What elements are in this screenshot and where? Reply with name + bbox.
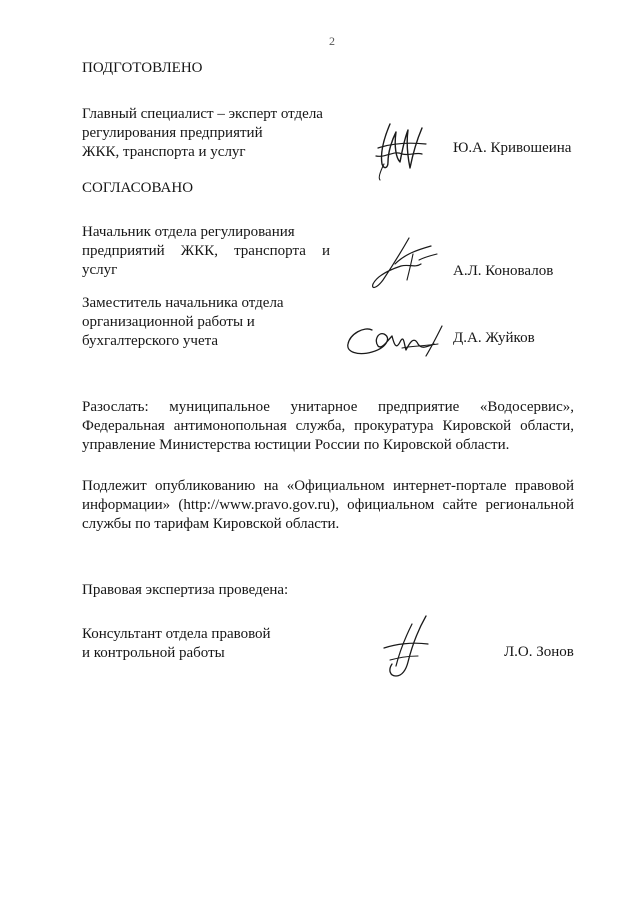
- agreed-heading: СОГЛАСОВАНО: [82, 180, 194, 196]
- legal-review-heading: Правовая экспертиза проведена:: [82, 582, 289, 598]
- position-line: ЖКК, транспорта и услуг: [82, 144, 246, 160]
- legal-review-name: Л.О. Зонов: [504, 644, 574, 660]
- page-number: 2: [329, 34, 335, 48]
- signatory-2-name: Д.А. Жуйков: [453, 330, 535, 346]
- position-line: регулирования предприятий: [82, 125, 263, 141]
- prepared-heading: ПОДГОТОВЛЕНО: [82, 60, 203, 76]
- position-line: Главный специалист – эксперт отдела: [82, 106, 323, 122]
- signature-image: [365, 234, 441, 294]
- position-line: бухгалтерского учета: [82, 333, 219, 349]
- signatory-1-position: [82, 223, 330, 280]
- legal-review-position: [82, 625, 271, 663]
- signatory-1-name: А.Л. Коновалов: [453, 263, 554, 279]
- distribution-paragraph: Разослать: муниципальное унитарное предприятие «Водосервис», Федеральная антимонопольная служба, прокуратура Кировской области, управление Министерства юстиции России по Кировской области.: [82, 399, 574, 453]
- position-line: услуг: [82, 262, 118, 278]
- position-line: Заместитель начальника отдела: [82, 295, 284, 311]
- position-line: предприятий ЖКК, транспорта и: [82, 243, 330, 259]
- signature-image: [370, 118, 432, 182]
- prepared-position: [82, 105, 323, 162]
- signatory-2-position: [82, 294, 284, 351]
- position-line: Консультант отдела правовой: [82, 626, 271, 642]
- position-line: организационной работы и: [82, 314, 255, 330]
- signature-image: [376, 614, 436, 680]
- publication-paragraph: Подлежит опубликованию на «Официальном интернет-портале правовой информации» (http://www.pravo.gov.ru), официальном сайте региональной службы по тарифам Кировской области.: [82, 478, 574, 532]
- prepared-name: Ю.А. Кривошеина: [453, 140, 572, 156]
- position-line: и контрольной работы: [82, 645, 225, 661]
- position-line: Начальник отдела регулирования: [82, 224, 295, 240]
- signature-image: [342, 320, 448, 360]
